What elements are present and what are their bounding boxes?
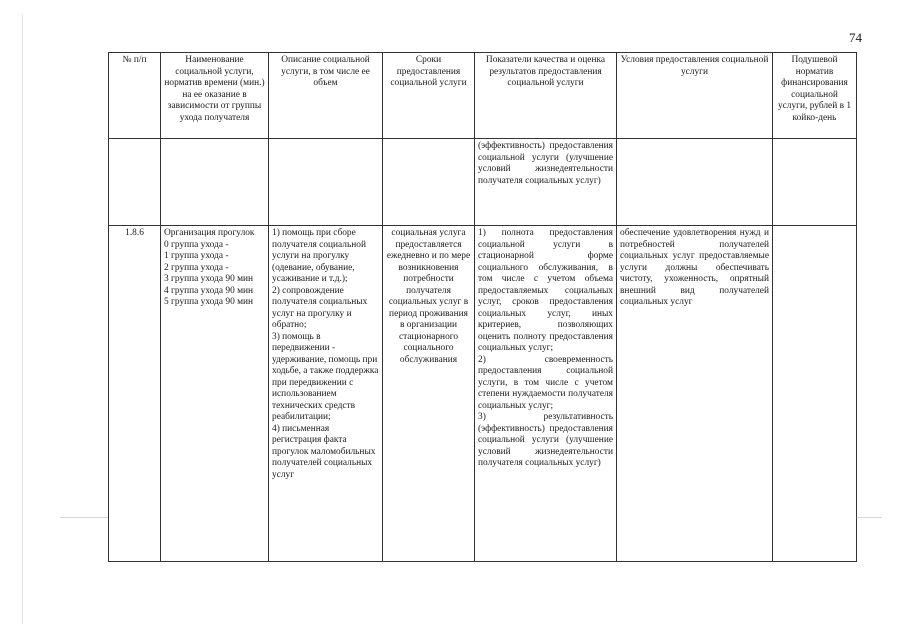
care-group-3: 3 группа ухода 90 мин: [164, 274, 254, 284]
care-group-list: [164, 240, 265, 309]
header-desc: Описание социальной услуги, в том числе ее объем: [269, 53, 383, 139]
service-name-cell: [161, 226, 269, 562]
row-number: 1.8.6: [109, 226, 161, 562]
care-group-5: 5 группа ухода 90 мин: [164, 297, 254, 307]
care-group-4: 4 группа ухода 90 мин: [164, 285, 254, 296]
service-terms: социальная услуга предоставляется ежедневно и по мере возникновения потребности получателя социальных услуг в период проживания в организации стационарного социального обслуживания: [383, 226, 475, 562]
care-group-1: 1 группа ухода -: [164, 251, 229, 261]
header-row: [109, 53, 857, 139]
continuation-row: [109, 139, 857, 226]
services-table: [108, 52, 857, 562]
quality-indicators: 1) полнота предоставления социальной услуги в стационарной форме социального обслуживания, в том числе с учетом объема предоставляемых социальных услуг, сроков предоставления социальных услуг, иных критериев, позволяющих оценить полноту предоставления социальных услуг; 2) своевременность предоставления социальной услуги, в том числе с учетом степени нуждаемости получателя социальных услуг; 3) результативность (эффективность) предоставления социальной услуги (улучшение условий жизнедеятельности получателя социальных услуг): [475, 226, 617, 562]
header-conditions: Условия предоставления социальной услуги: [617, 53, 773, 139]
header-quality: Показатели качества и оценка результатов предоставления социальной услуги: [475, 53, 617, 139]
funding-norm: [773, 226, 857, 562]
scan-dash: [856, 517, 882, 518]
scan-dash: [60, 517, 108, 518]
service-description: 1) помощь при сборе получателя социальной услуги на прогулку (одевание, обувание, усаживание и т.д.); 2) сопровождение получателя социальных услуг на прогулку и обратно; 3) помощь в передвижении - удерживание, помощь при ходьбе, а также поддержка при передвижении с использованием технических средств реабилитации; 4) письменная регистрация факта прогулок маломобильных получателей социальных услуг: [269, 226, 383, 562]
header-name: Наименование социальной услуги, норматив времени (мин.) на ее оказание в зависимости от группы ухода получателя: [161, 53, 269, 139]
care-group-2: 2 группа ухода -: [164, 262, 229, 273]
scan-margin-line: [22, 14, 23, 624]
header-num: № п/п: [109, 53, 161, 139]
table-row-1-8-6: [109, 226, 857, 562]
header-terms: Сроки предоставления социальной услуги: [383, 53, 475, 139]
header-norm: Подушевой норматив финансирования социальной услуги, рублей в 1 койко-день: [773, 53, 857, 139]
page-number: 74: [849, 30, 862, 45]
service-name: Организация прогулок: [164, 228, 255, 238]
continuation-quality: (эффективность) предоставления социальной услуги (улучшение условий жизнедеятельности получателя социальных услуг): [475, 139, 617, 226]
service-conditions: обеспечение удовлетворения нужд и потребностей получателей социальных услуг предоставляемые услуги должны обеспечивать чистоту, ухоженность, опрятный внешний вид получателей социальных услуг: [617, 226, 773, 562]
care-group-0: 0 группа ухода -: [164, 239, 229, 250]
